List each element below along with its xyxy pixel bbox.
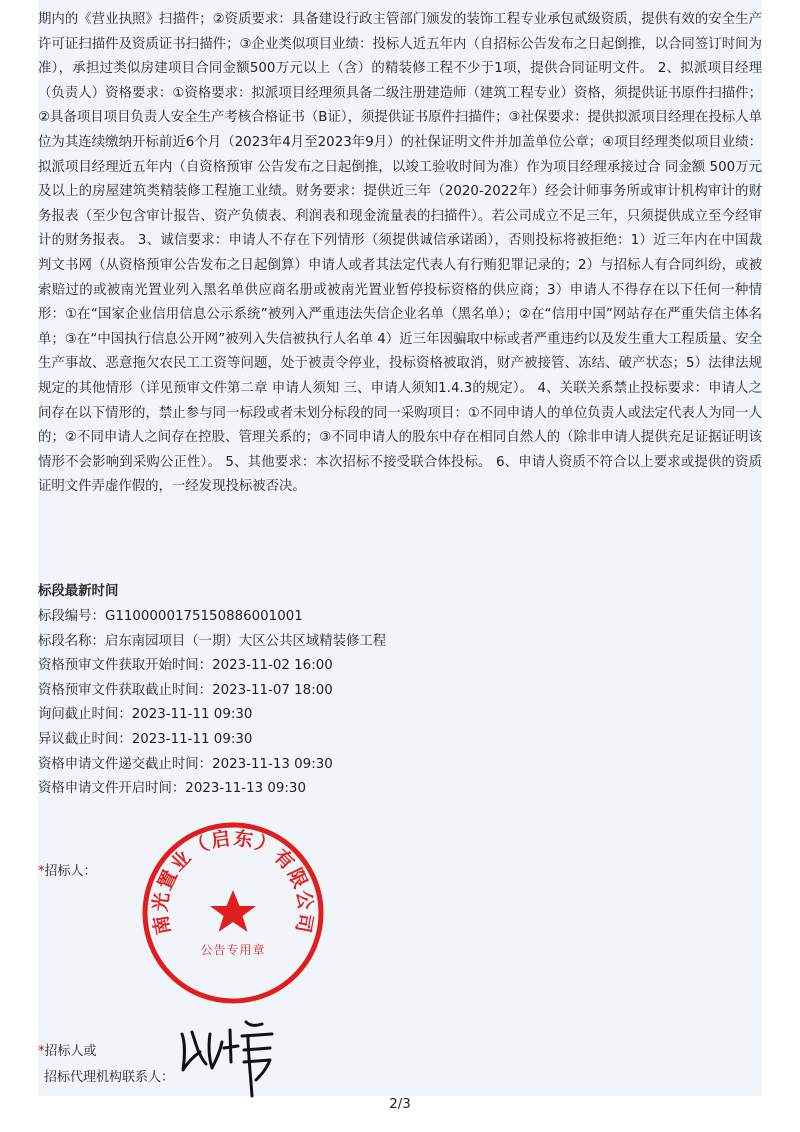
doc-acquire-start-row: 资格预审文件获取开始时间：2023-11-02 16:00	[38, 658, 333, 674]
section-name-row: 标段名称：启东南园项目（一期）大区公共区域精装修工程	[38, 633, 387, 649]
bid-section-info-list	[38, 605, 386, 802]
svg-text:南光置业（启东）有限公司: 南光置业（启东）有限公司	[149, 827, 317, 937]
objection-deadline-row: 异议截止时间：2023-11-11 09:30	[38, 731, 253, 747]
tenderer-label: *招标人：	[38, 864, 97, 879]
seal-star-icon	[210, 890, 256, 932]
svg-text:公告专用章: 公告专用章	[200, 943, 266, 957]
contact-label-line2: 招标代理机构联系人：	[44, 1070, 175, 1085]
doc-acquire-end-row: 资格预审文件获取截止时间：2023-11-07 18:00	[38, 682, 333, 698]
section-number-row: 标段编号：G1100000175150886001001	[38, 609, 303, 624]
company-seal-stamp	[138, 818, 328, 1008]
submission-deadline-row: 资格申请文件递交截止时间：2023-11-13 09:30	[38, 756, 333, 772]
handwritten-signature	[176, 1012, 286, 1100]
inquiry-deadline-row: 询问截止时间：2023-11-11 09:30	[38, 707, 253, 723]
required-mark: *	[38, 864, 45, 879]
opening-time-row: 资格申请文件开启时间：2023-11-13 09:30	[38, 781, 306, 797]
contact-label-line1: *招标人或	[38, 1044, 97, 1059]
section-title: 标段最新时间	[38, 584, 119, 599]
qualification-requirements-text: 期内的《营业执照》扫描件；②资质要求：具备建设行政主管部门颁发的装饰工程专业承包贰级资质，提供有效的安全生产许可证扫描件及资质证书扫描件；③企业类似项目业绩：投标人近五年内（自招标公告发布之日起倒推，以合同签订时间为准），承担过类似房建项目合同金额500万元以上（含）的精装修工程不少于1项，提供合同证明文件。 2、拟派项目经理（负责人）资格要求：①资格要求：拟派项目经理须具备二级注册建造师（建筑工程专业）资格，须提供证书原件扫描件；②具备项目项目负责人安全生产考核合格证书（B证），须提供证书原件扫描件；③社保要求：提供拟派项目经理在投标人单位为其连续缴纳开标前近6个月（2023年4月至2023年9月）的社保证明文件并加盖单位公章；④项目经理类似项目业绩：拟派项目经理近五年内（自资格预审 公告发布之日起倒推，以竣工验收时间为准）作为项目经理承接过合 同金额 500万元及以上的房屋建筑类精装修工程施工业绩。财务要求：提供近三年（2020-2022年）经会计师事务所或审计机构审计的财务报表（至少包含审计报告、资产负债表、利润表和现金流量表的扫描件）。若公司成立不足三年，只须提供成立至今经审计的财务报表。 3、诚信要求：申请人不存在下列情形（须提供诚信承诺函），否则投标将被拒绝：1）近三年内在中国裁判文书网（从资格预审公告发布之日起倒算）申请人或者其法定代表人有行贿犯罪记录的；2）与招标人有合同纠纷，或被索赔过的或被南光置业列入黑名单供应商名册或被南光置业暂停投标资格的供应商；3）申请人不得存在以下任何一种情形：①在“国家企业信用信息公示系统”被列入严重违法失信企业名单（黑名单）；②在“信用中国”网站存在严重失信主体名单；③在“中国执行信息公开网”被列入失信被执行人名单 4）近三年因骗取中标或者严重违约以及发生重大工程质量、安全生产事故、恶意拖欠农民工工资等问题，处于被责令停业，投标资格被取消，财产被接管、冻结、破产状态；5）法律法规规定的其他情形（详见预审文件第二章 申请人须知 三、申请人须知1.4.3的规定）。 4、关联关系禁止投标要求：申请人之间存在以下情形的，禁止参与同一标段或者未划分标段的同一采购项目：①不同申请人的单位负责人或法定代表人为同一人的；②不同申请人之间存在控股、管理关系的；③不同申请人的股东中存在相同自然人的（除非申请人提供充足证据证明该情形不会影响到采购公正性）。 5、其他要求：本次招标不接受联合体投标。 6、申请人资质不符合以上要求或提供的资质证明文件弄虚作假的，一经发现投标被否决。	[38, 12, 762, 495]
page-number: 2/3	[389, 1097, 411, 1112]
